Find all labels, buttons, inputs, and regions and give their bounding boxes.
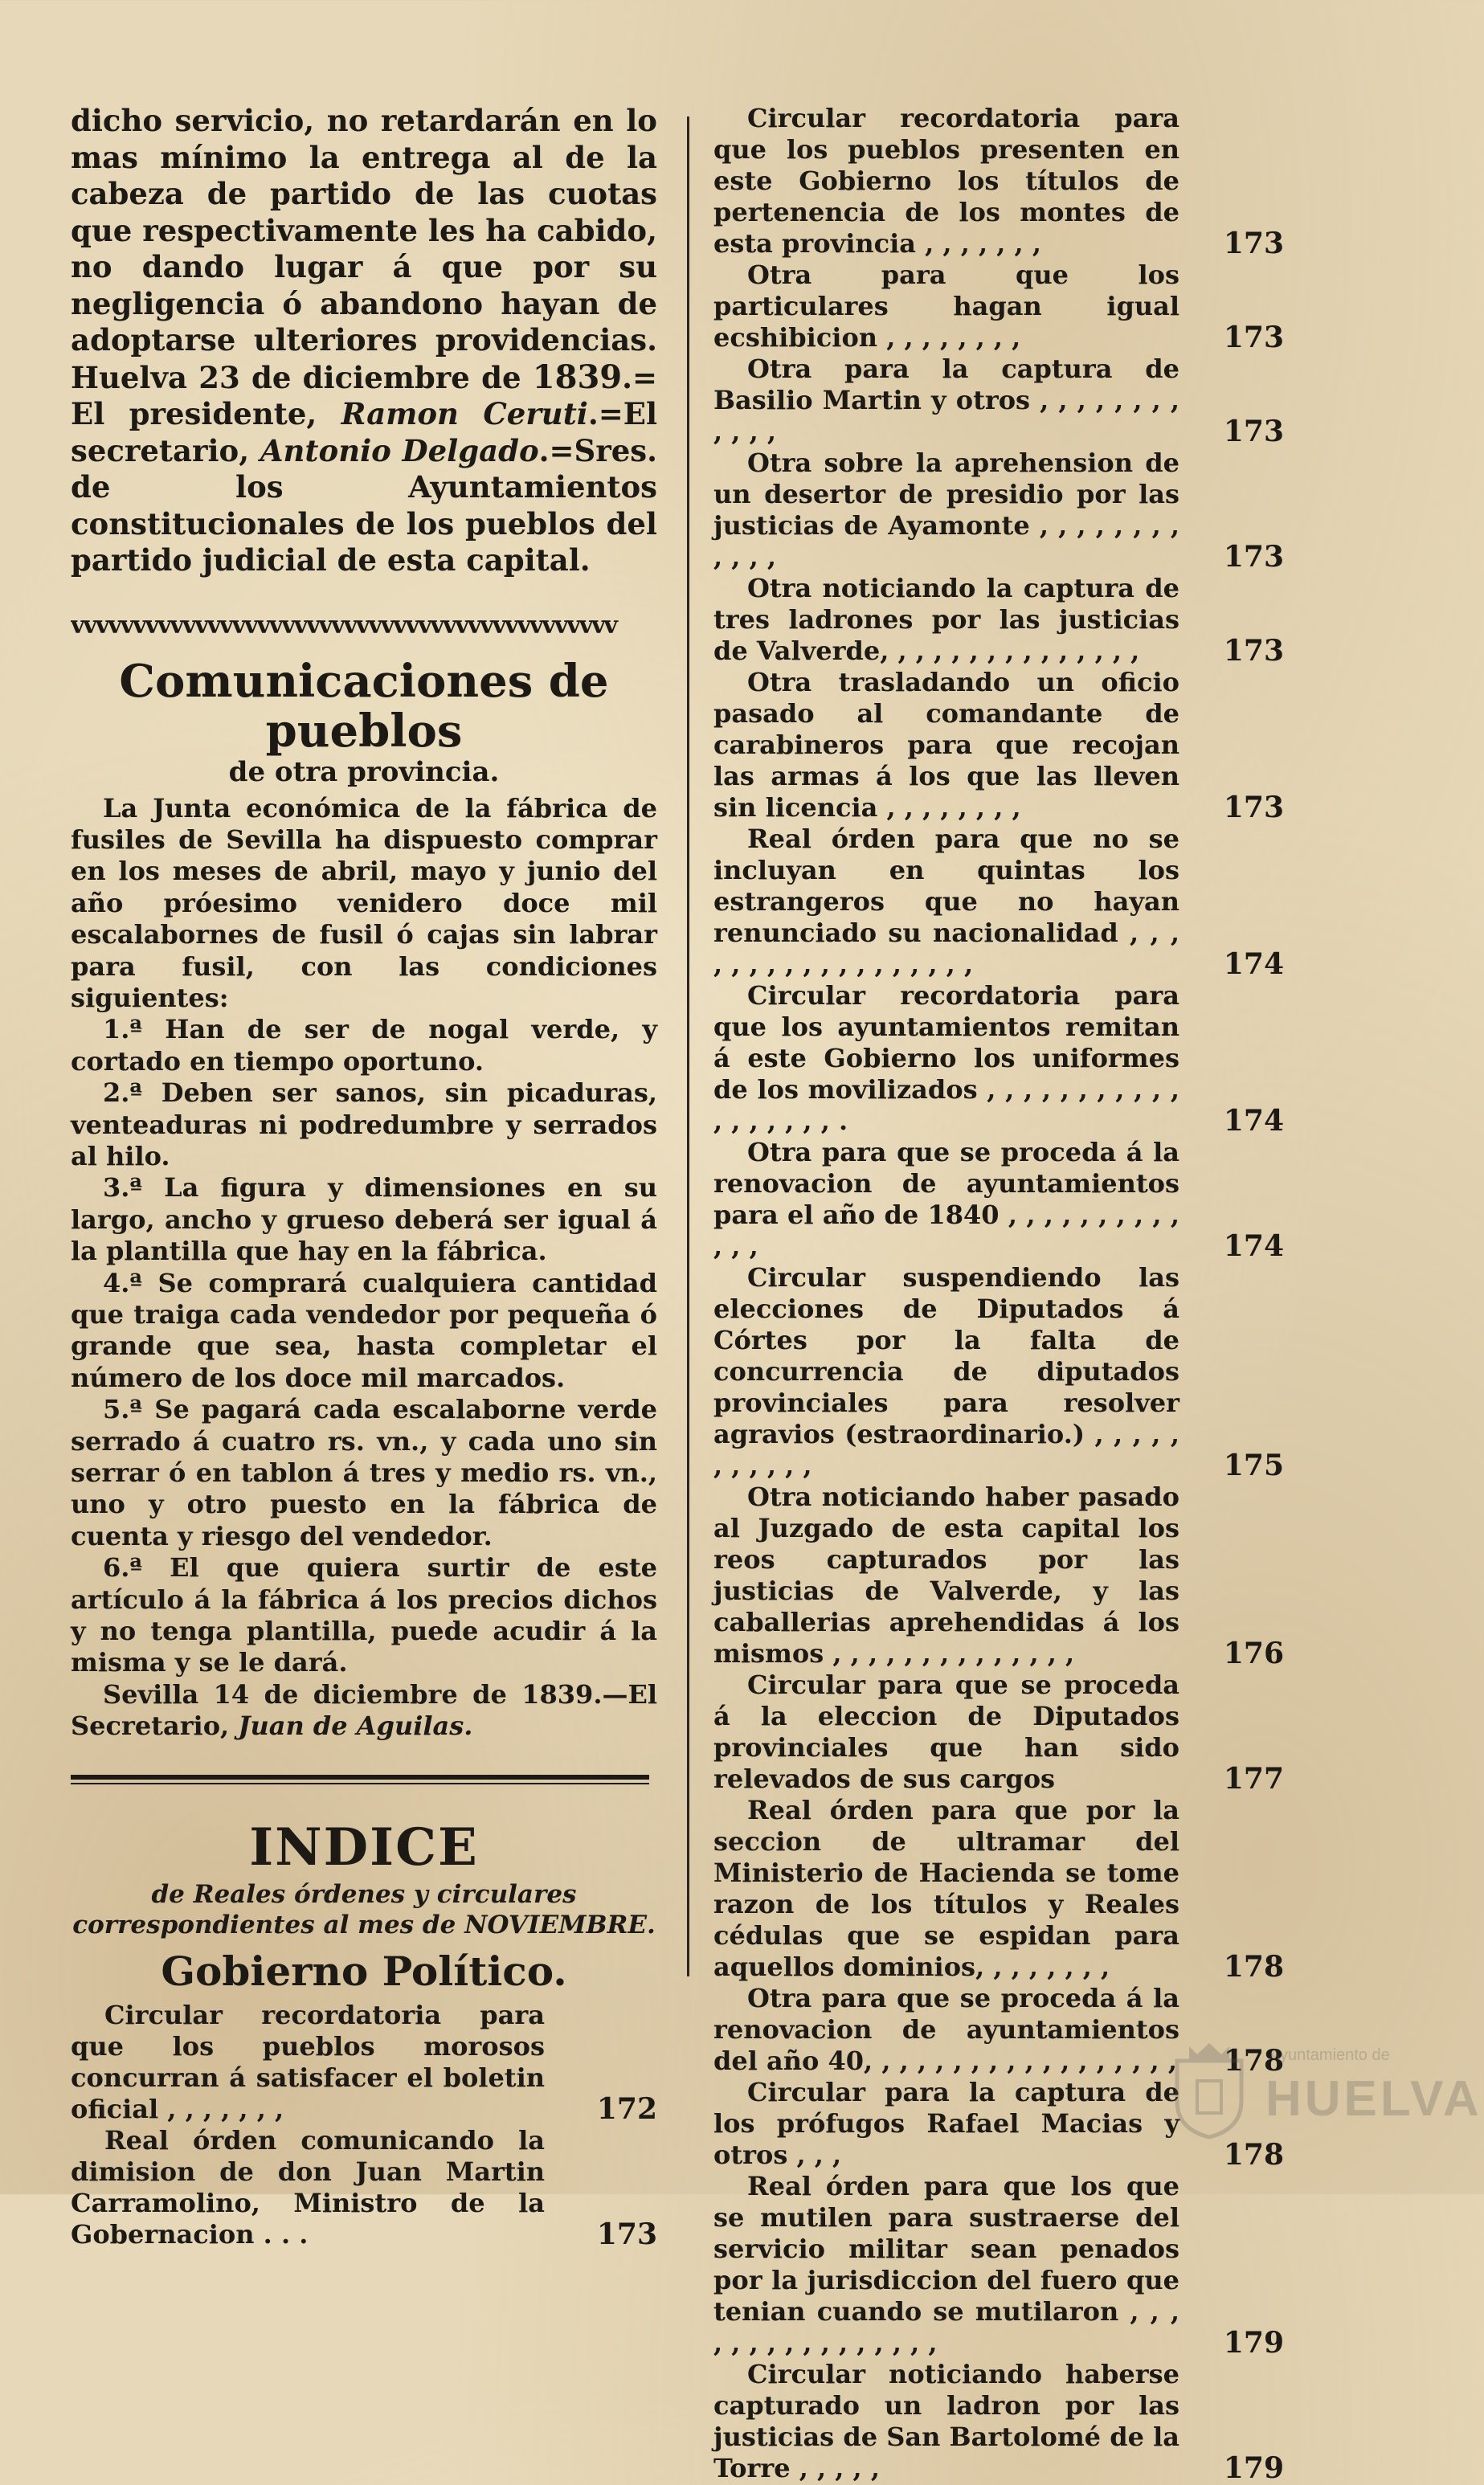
coat-of-arms-icon	[1161, 2037, 1257, 2141]
index-entry-text: Real órden para que no se incluyan en quintas los estrangeros que no hayan renunciado su nacionalidad , , , , , , , , , , , , , , , , , ,	[713, 824, 1179, 979]
index-entry-text: Otra noticiando la captura de tres ladrones por las justicias de Valverde, , , , , , , , , , , , , , ,	[713, 573, 1179, 666]
intro-paragraph: La Junta económica de la fábrica de fusiles de Sevilla ha dispuesto comprar en los meses de abril, mayo y junio del año próesimo venidero doce mil escalabornes de fusil ó cajas sin labrar para fusil, con las condiciones siguientes:	[71, 792, 657, 1013]
index-entry	[713, 1795, 1284, 1983]
index-entry-page: 173	[1223, 540, 1284, 574]
gobierno-title: Gobierno Político.	[161, 1947, 567, 1995]
condition-number: 3.ª	[103, 1172, 142, 1204]
index-entry-text: Otra sobre la aprehension de un desertor de presidio por las justicias de Ayamonte , , , , , , , , , , , ,	[713, 448, 1179, 572]
index-entry	[713, 103, 1284, 260]
index-entry-text: Otra para la captura de Basilio Martin y otros , , , , , , , , , , , ,	[713, 354, 1179, 447]
index-entry-page: 173	[1223, 321, 1284, 354]
lead-addressees: .=Sres. de los Ayuntamientos constitucionales de los pueblos del partido judicial de esta capital.	[71, 432, 657, 578]
index-entry-text: Circular recordatoria para que los pueblos morosos concurran á satisfacer el boletin oficial , , , , , , ,	[71, 1999, 545, 2124]
index-entry-text: Circular noticiando haberse capturado un ladron por las justicias de San Bartolomé de la Torre , , , , ,	[713, 2359, 1179, 2483]
index-entry-page: 173	[1223, 415, 1284, 448]
section-title: Comunicaciones de pueblos	[119, 654, 609, 758]
condition-text: Han de ser de nogal verde, y cortado en tiempo oportuno.	[71, 1014, 658, 1077]
index-entry-text: Otra noticiando haber pasado al Juzgado de esta capital los reos capturados por las justicias de Valverde, y las caballerias aprehendidas á los mismos , , , , , , , , , , , , , ,	[713, 1482, 1179, 1669]
index-entry-page: 174	[1223, 1229, 1284, 1263]
index-subtitle: de Reales órdenes y circulares correspondientes al mes de NOVIEMBRE.	[72, 1879, 656, 1939]
index-entry-page: 174	[1223, 1104, 1284, 1138]
lead-secretary-name: Antonio Delgado	[260, 432, 539, 468]
index-entry	[713, 1482, 1284, 1670]
index-entry-text: Circular para que se proceda á la eleccion de Diputados provinciales que han sido relevados de sus cargos	[713, 1670, 1179, 1794]
index-entry-page: 178	[1223, 2138, 1284, 2172]
index-entry-text: Otra para que se proceda á la renovacion de ayuntamientos para el año de 1840 , , , , , , , , , , , , ,	[713, 1137, 1179, 1261]
index-entry-page: 173	[1223, 227, 1284, 260]
condition-text: Se comprará cualquiera cantidad que traiga cada vendedor por pequeña ó grande que sea, hasta completar el número de los doce mil marcados.	[71, 1267, 657, 1393]
condition-number: 1.ª	[103, 1014, 142, 1045]
index-entry-page: 174	[1223, 947, 1284, 981]
index-entry-page: 175	[1223, 1449, 1284, 1482]
left-column	[71, 103, 657, 2250]
index-entry-page: 178	[1223, 1950, 1284, 1984]
index-entry-text: Circular recordatoria para que los ayuntamientos remitan á este Gobierno los uniformes de los movilizados , , , , , , , , , , , , , , , , , , .	[713, 980, 1179, 1136]
condition-item	[71, 1394, 657, 1552]
index-entry-page: 173	[596, 2217, 657, 2251]
lead-paragraph	[71, 103, 657, 579]
index-entry-page: 173	[1223, 634, 1284, 668]
index-entry-text: Circular para la captura de los prófugos Rafael Macias y otros , , ,	[713, 2077, 1179, 2170]
lead-text: dicho servicio, no retardarán en lo mas mínimo la entrega al de la cabeza de partido de las cuotas que respectivamente les ha cabido, no dando lugar á que por su negligencia ó abandono hayan de adoptarse ulteriores providencias. Huelva 23 de diciembre de	[71, 103, 657, 395]
index-entry-page: 178	[1223, 2044, 1284, 2078]
index-entry	[71, 2000, 657, 2125]
index-entry	[713, 354, 1284, 448]
index-entry-text: Real órden comunicando la dimision de don Juan Martin Carramolino, Ministro de la Gobernacion . . .	[71, 2124, 545, 2250]
index-entry-page: 179	[1223, 2451, 1284, 2485]
index-entry	[713, 260, 1284, 354]
index-entry-text: Otra para que los particulares hagan igual ecshibicion , , , , , , , ,	[713, 260, 1179, 353]
condition-text: El que quiera surtir de este artículo á la fábrica á los precios dichos y no tenga plantilla, puede acudir á la misma y se le dará.	[71, 1552, 658, 1678]
index-entry-text: Circular suspendiendo las elecciones de Diputados á Córtes por la falta de concurrencia de diputados provinciales para resolver agravios (estraordinario.) , , , , , , , , , , ,	[713, 1262, 1179, 1481]
section-subtitle: de otra provincia.	[228, 755, 500, 788]
condition-text: Deben ser sanos, sin picaduras, venteaduras ni podredumbre y serrados al hilo.	[71, 1077, 658, 1171]
index-entry-page: 172	[596, 2091, 657, 2126]
closing-signature	[71, 1679, 657, 1743]
condition-item	[71, 1014, 657, 1077]
index-entry	[713, 980, 1284, 1137]
index-entry-text: Circular recordatoria para que los pueblos presenten en este Gobierno los títulos de pertenencia de los montes de esta provincia , , , , , , ,	[713, 103, 1179, 259]
condition-number: 2.ª	[103, 1077, 142, 1109]
index-entry-page: 179	[1223, 2326, 1284, 2360]
index-entry	[713, 1262, 1284, 1482]
closing-text: Sevilla 14 de diciembre de 1839.—El Secretario,	[71, 1678, 657, 1742]
index-entry	[713, 2171, 1284, 2359]
watermark-big-text: HUELVA	[1265, 2071, 1482, 2127]
index-entry	[713, 667, 1284, 824]
condition-item	[71, 1172, 657, 1267]
ornamental-divider: vvvvvvvvvvvvvvvvvvvvvvvvvvvvvvvvvvvvvvvvvvvv	[71, 617, 616, 634]
index-entry	[713, 573, 1284, 667]
closing-name: Juan de Aguilas.	[238, 1710, 473, 1742]
index-entry	[713, 448, 1284, 573]
index-entry	[713, 2359, 1284, 2484]
lead-president-label: .= El presidente,	[71, 359, 657, 431]
condition-number: 6.ª	[103, 1552, 142, 1584]
index-entry	[713, 1137, 1284, 1262]
index-entry-text: Otra trasladando un oficio pasado al comandante de carabineros para que recojan las armas á los que las lleven sin licencia , , , , , , , ,	[713, 667, 1179, 823]
index-entry-text: Real órden para que los que se mutilen para sustraerse del servicio militar sean penados por la jurisdiccion del fuero que tenian cuando se mutilaron , , , , , , , , , , , , , , , ,	[713, 2171, 1179, 2358]
left-index-list	[71, 2000, 657, 2250]
condition-item	[71, 1552, 657, 1679]
condition-text: La figura y dimensiones en su largo, ancho y grueso deberá ser igual á la plantilla que hay en la fábrica.	[71, 1172, 658, 1267]
condition-item	[71, 1268, 657, 1395]
index-entry-text: Real órden para que por la seccion de ultramar del Ministerio de Hacienda se tome razon de los títulos y Reales cédulas que se espidan para aquellos dominios, , , , , , , ,	[713, 1795, 1179, 1982]
index-entry	[71, 2125, 657, 2250]
double-rule-thin	[71, 1783, 649, 1784]
condition-number: 5.ª	[103, 1394, 142, 1425]
watermark-small-text: Ayuntamiento de	[1269, 2046, 1390, 2064]
index-title: INDICE	[249, 1817, 479, 1878]
lead-president-name: Ramon Ceruti	[341, 396, 588, 431]
double-rule-thick	[71, 1775, 649, 1780]
index-entry-page: 176	[1223, 1637, 1284, 1670]
index-entry	[713, 1670, 1284, 1795]
index-entry-page: 177	[1223, 1762, 1284, 1796]
condition-number: 4.ª	[103, 1267, 142, 1298]
lead-year: 1839	[532, 358, 623, 396]
index-entry-text: Otra para que se proceda á la renovacion de ayuntamientos del año 40, , , , , , , , , , , , , , , , , ,	[713, 1983, 1179, 2076]
conditions-list	[71, 1014, 657, 1679]
archive-watermark	[1161, 2037, 1482, 2141]
condition-item	[71, 1077, 657, 1172]
index-entry-page: 173	[1223, 791, 1284, 824]
index-entry	[713, 824, 1284, 980]
condition-text: Se pagará cada escalaborne verde serrado á cuatro rs. vn., y cada uno sin serrar ó en tablon á tres y medio rs. vn., uno y otro puesto en la fábrica de cuenta y riesgo del vendedor.	[71, 1394, 657, 1551]
column-divider	[687, 116, 689, 1976]
lead-secretary-label: .=El secretario,	[71, 396, 657, 468]
